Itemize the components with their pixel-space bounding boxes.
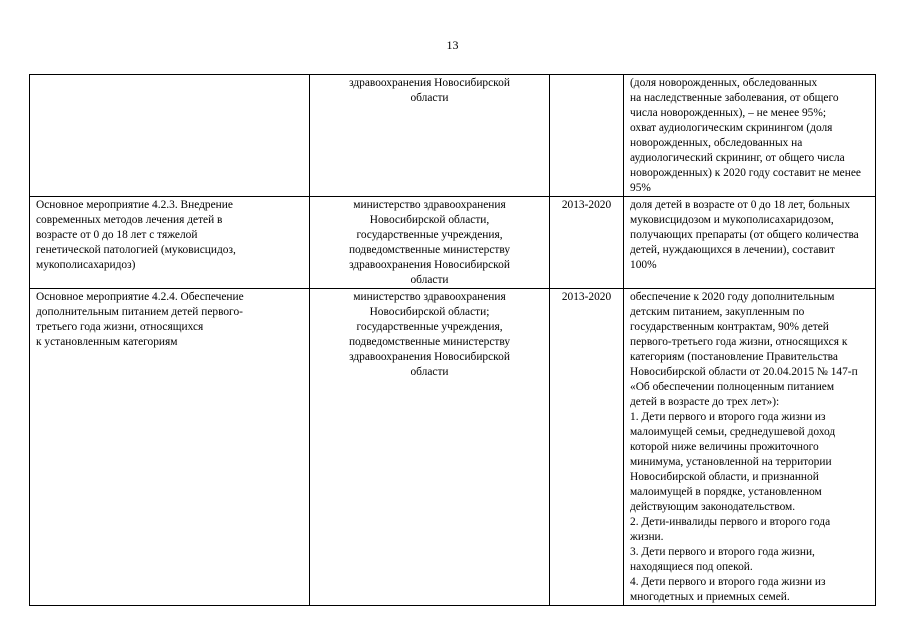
indicator-line: доля детей в возрасте от 0 до 18 лет, больных	[630, 199, 851, 211]
executor-line: Новосибирской области;	[369, 306, 490, 318]
event-line: современных методов лечения детей в	[36, 214, 223, 226]
indicator-line: 1. Дети первого и второго года жизни из	[630, 411, 826, 423]
indicator-line: 100%	[630, 259, 657, 271]
indicator-line: малоимущей в порядке, установленном	[630, 486, 822, 498]
indicator-line: которой ниже величины прожиточного	[630, 441, 819, 453]
indicator-line: многодетных и приемных семей.	[630, 591, 790, 603]
indicator-line: 4. Дети первого и второго года жизни из	[630, 576, 826, 588]
indicator-line: находящиеся под опекой.	[630, 561, 753, 573]
indicator-cell	[624, 197, 876, 289]
event-cell	[30, 197, 310, 289]
indicator-line: жизни.	[630, 531, 664, 543]
executor-cell	[310, 75, 550, 197]
indicator-line: малоимущей семьи, среднедушевой доход	[630, 426, 836, 438]
event-line: мукополисахаридоз)	[36, 259, 136, 271]
event-line: дополнительным питанием детей первого-	[36, 306, 243, 318]
indicator-line: новорожденных, обследованных на	[630, 137, 803, 149]
executor-line: области	[410, 366, 449, 378]
executor-line: здравоохранения Новосибирской	[349, 77, 510, 89]
event-line: Основное мероприятие 4.2.4. Обеспечение	[36, 291, 244, 303]
indicator-line: аудиологический скрининг, от общего числа	[630, 152, 845, 164]
indicator-line: 3. Дети первого и второго года жизни,	[630, 546, 815, 558]
indicator-line: детским питанием, закупленным по	[630, 306, 805, 318]
event-cell	[30, 75, 310, 197]
indicator-line: 2. Дети-инвалиды первого и второго года	[630, 516, 831, 528]
event-line: третьего года жизни, относящихся	[36, 321, 204, 333]
term-cell	[550, 75, 624, 197]
executor-line: Новосибирской области,	[369, 214, 490, 226]
table-row	[30, 289, 876, 606]
indicator-line: 95%	[630, 182, 651, 194]
executor-line: области	[410, 92, 449, 104]
executor-cell	[310, 289, 550, 606]
term-cell: 2013-2020	[550, 197, 624, 289]
executor-line: области	[410, 274, 449, 286]
event-cell	[30, 289, 310, 606]
indicator-line: «Об обеспечении полноценным питанием	[630, 381, 835, 393]
indicator-line: минимума, установленной на территории	[630, 456, 832, 468]
indicator-line: детей, нуждающихся в лечении), составит	[630, 244, 835, 256]
executor-line: подведомственные министерству	[348, 244, 511, 256]
event-line: генетической патологией (муковисцидоз,	[36, 244, 236, 256]
indicator-line: муковисцидозом и мукополисахаридозом,	[630, 214, 834, 226]
indicator-line: (доля новорожденных, обследованных	[630, 77, 818, 89]
event-line: Основное мероприятие 4.2.3. Внедрение	[36, 199, 233, 211]
event-line: к установленным категориям	[36, 336, 178, 348]
indicator-line: получающих препараты (от общего количества	[630, 229, 859, 241]
indicator-line: Новосибирской области от 20.04.2015 № 147-п	[630, 366, 858, 378]
executor-line: здравоохранения Новосибирской	[349, 351, 510, 363]
executor-cell	[310, 197, 550, 289]
indicator-line: на наследственные заболевания, от общего	[630, 92, 839, 104]
table-row	[30, 75, 876, 197]
executor-line: подведомственные министерству	[348, 336, 511, 348]
indicator-line: детей в возрасте до трех лет»):	[630, 396, 780, 408]
executor-line: министерство здравоохранения	[353, 199, 506, 211]
executor-line: государственные учреждения,	[356, 321, 503, 333]
executor-line: министерство здравоохранения	[353, 291, 506, 303]
indicator-line: Новосибирской области, и признанной	[630, 471, 819, 483]
indicator-line: действующим законодательством.	[630, 501, 796, 513]
indicator-cell	[624, 289, 876, 606]
indicator-cell	[624, 75, 876, 197]
table-row	[30, 197, 876, 289]
executor-line: государственные учреждения,	[356, 229, 503, 241]
indicator-line: новорожденных) к 2020 году составит не менее	[630, 167, 861, 179]
indicator-line: государственным контрактам, 90% детей	[630, 321, 829, 333]
indicator-line: охват аудиологическим скринингом (доля	[630, 122, 833, 134]
indicator-line: числа новорожденных), – не менее 95%;	[630, 107, 827, 119]
indicator-line: обеспечение к 2020 году дополнительным	[630, 291, 835, 303]
term-cell: 2013-2020	[550, 289, 624, 606]
indicator-line: первого-третьего года жизни, относящихся к	[630, 336, 848, 348]
program-events-table	[29, 74, 876, 606]
page-number: 13	[446, 38, 459, 52]
event-line: возрасте от 0 до 18 лет с тяжелой	[36, 229, 198, 241]
executor-line: здравоохранения Новосибирской	[349, 259, 510, 271]
indicator-line: категориям (постановление Правительства	[630, 351, 838, 363]
